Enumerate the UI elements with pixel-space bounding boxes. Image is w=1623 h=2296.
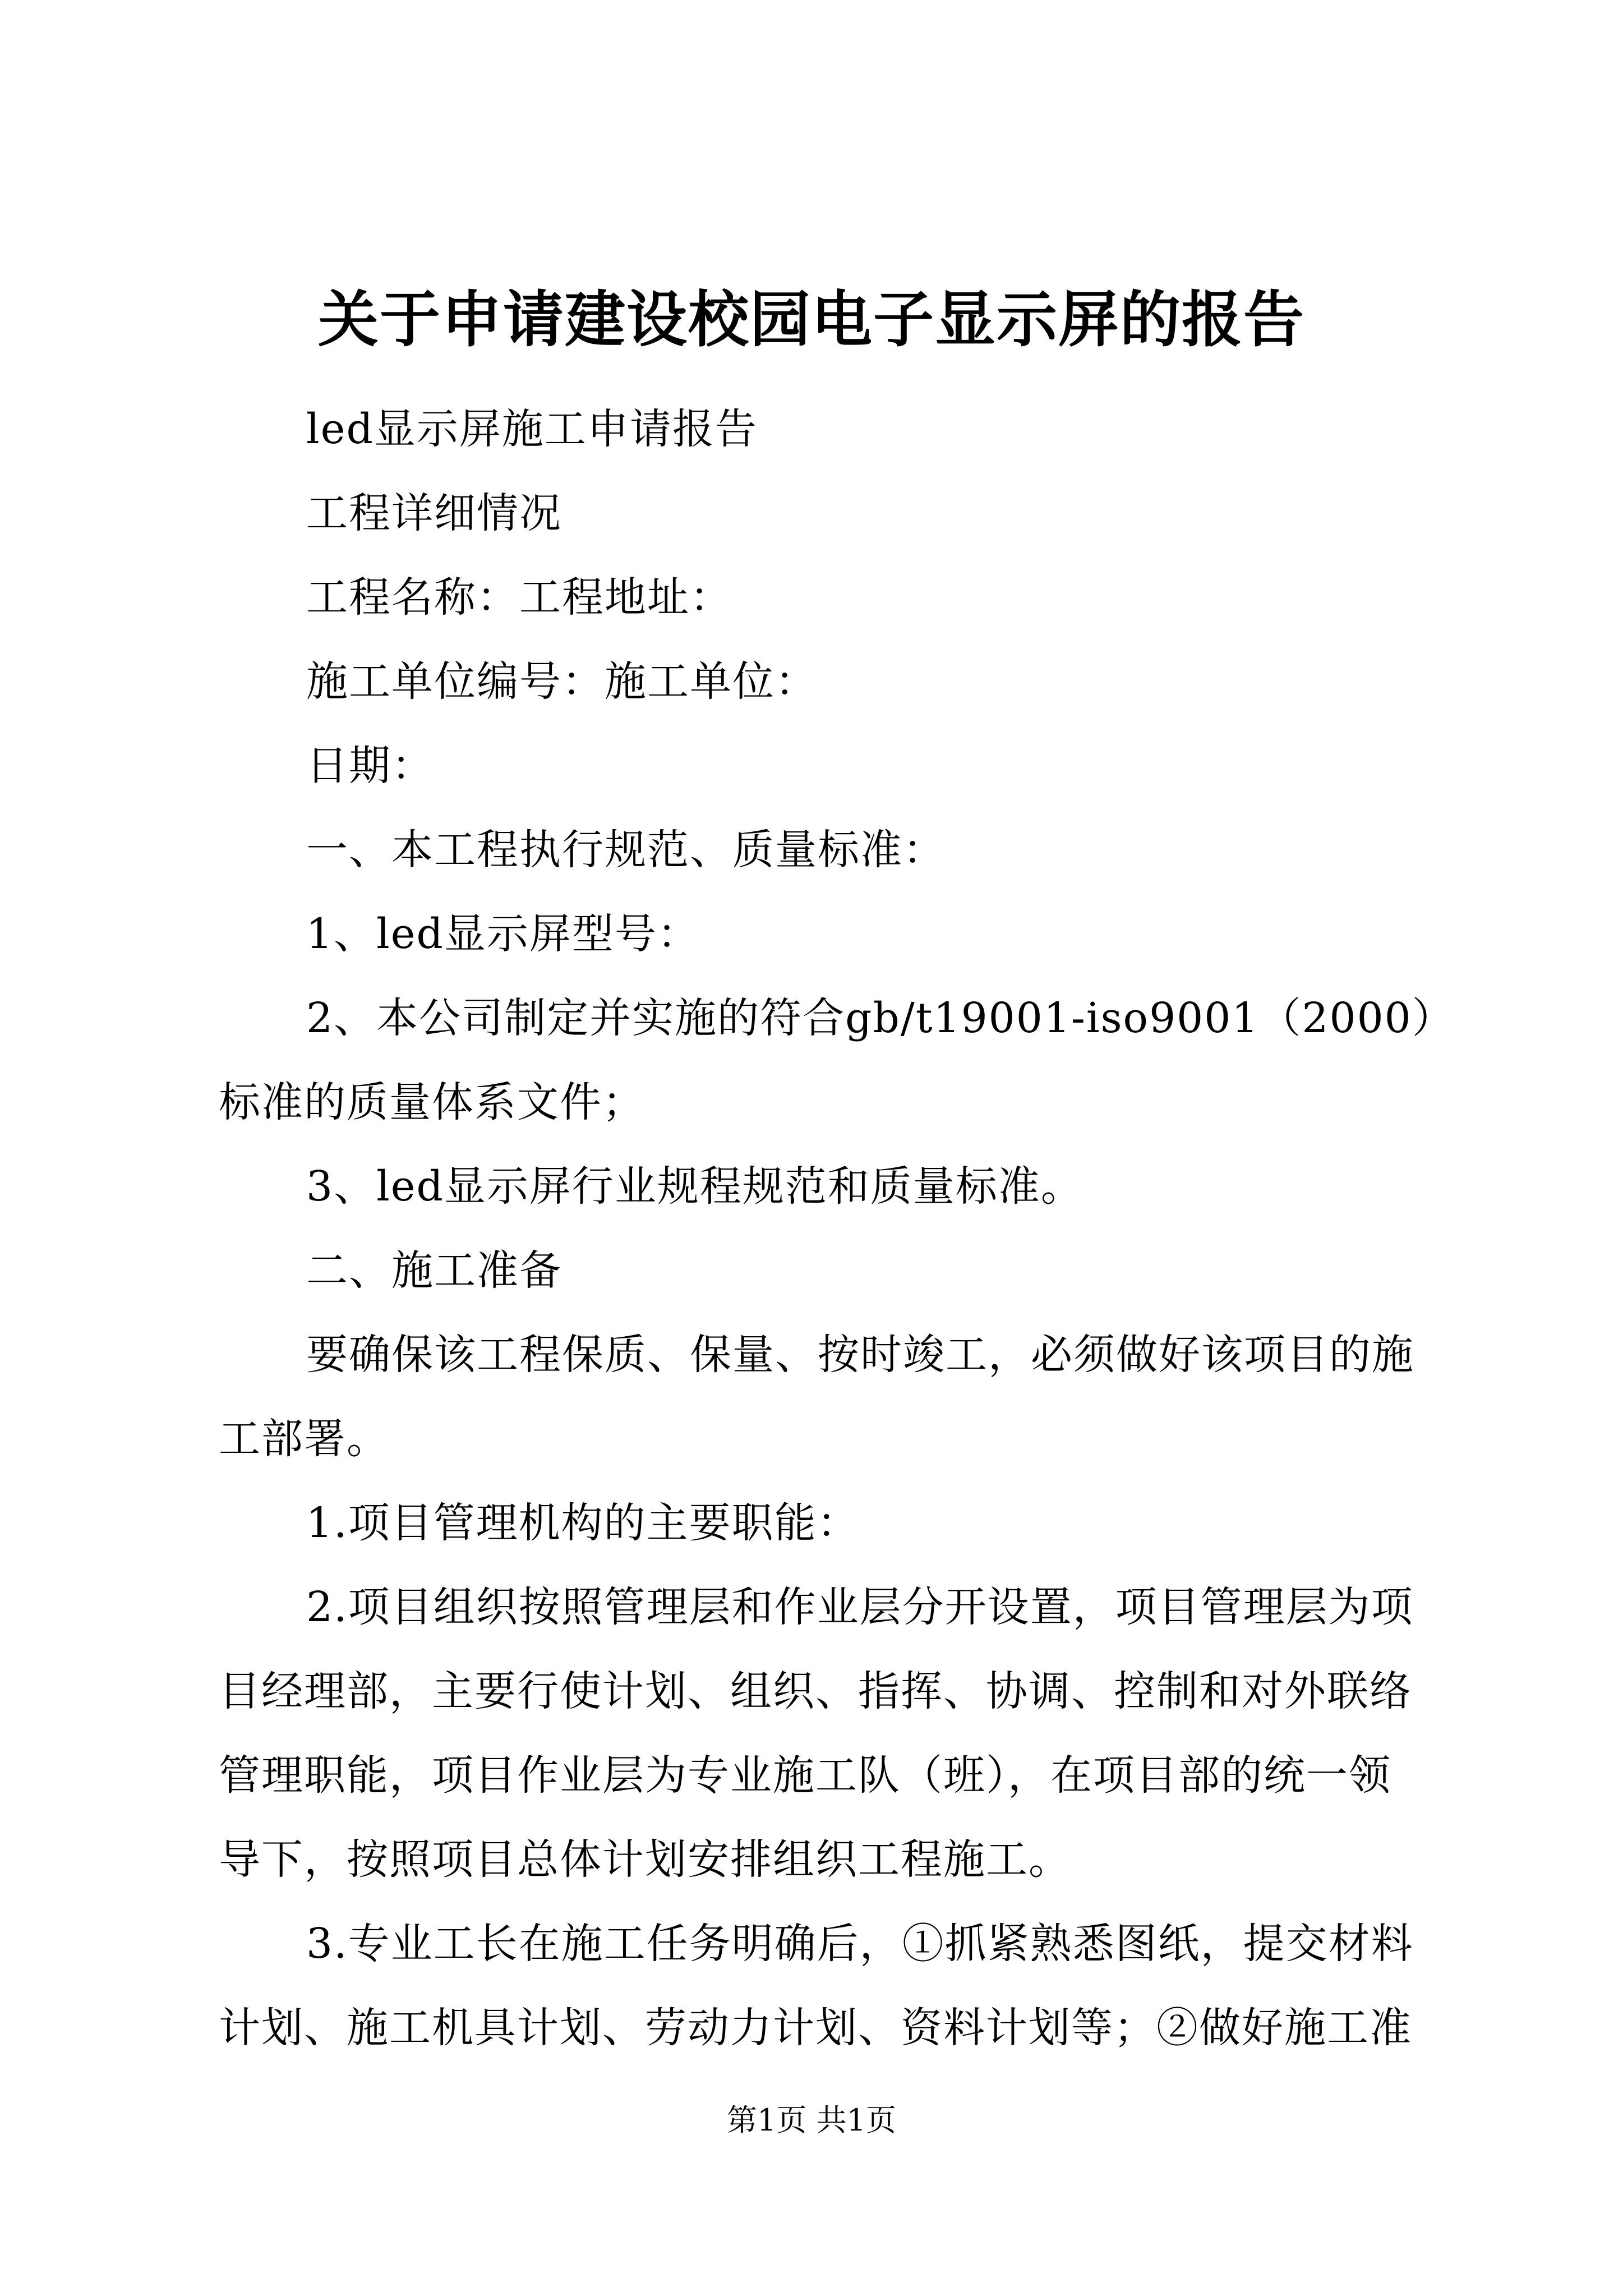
- text-line: 一、本工程执行规范、质量标准：: [306, 826, 946, 874]
- text-line: 二、施工准备: [306, 1246, 562, 1295]
- text-line: led显示屏施工申请报告: [306, 405, 758, 453]
- text-line: 要确保该工程保质、保量、按时竣工，必须做好该项目的施: [306, 1331, 1414, 1379]
- text-line: 施工单位编号：施工单位：: [306, 657, 818, 706]
- text-line: 标准的质量体系文件；: [219, 1078, 645, 1126]
- page-number-footer: 第1页 共1页: [727, 2102, 896, 2138]
- text-line: 计划、施工机具计划、劳动力计划、资料计划等；②做好施工准: [219, 2004, 1412, 2052]
- document-title: 关于申请建设校园电子显示屏的报告: [317, 284, 1305, 355]
- text-line: 工程详细情况: [306, 489, 562, 537]
- text-line: 工程名称：工程地址：: [306, 573, 732, 622]
- text-line: 管理职能，项目作业层为专业施工队（班），在项目部的统一领: [219, 1751, 1391, 1800]
- text-line: 2、本公司制定并实施的符合gb/t19001-iso9001（2000）: [306, 994, 1455, 1042]
- text-line: 3.专业工长在施工任务明确后，①抓紧熟悉图纸，提交材料: [306, 1920, 1414, 1968]
- text-line: 日期：: [306, 742, 434, 790]
- text-line: 工部署。: [219, 1415, 389, 1463]
- text-line: 2.项目组织按照管理层和作业层分开设置，项目管理层为项: [306, 1583, 1414, 1631]
- text-line: 1.项目管理机构的主要职能：: [306, 1499, 860, 1547]
- text-line: 目经理部，主要行使计划、组织、指挥、协调、控制和对外联络: [219, 1667, 1412, 1715]
- text-line: 1、led显示屏型号：: [306, 910, 700, 958]
- text-line: 3、led显示屏行业规程规范和质量标准。: [306, 1162, 1083, 1211]
- text-line: 导下，按照项目总体计划安排组织工程施工。: [219, 1835, 1071, 1884]
